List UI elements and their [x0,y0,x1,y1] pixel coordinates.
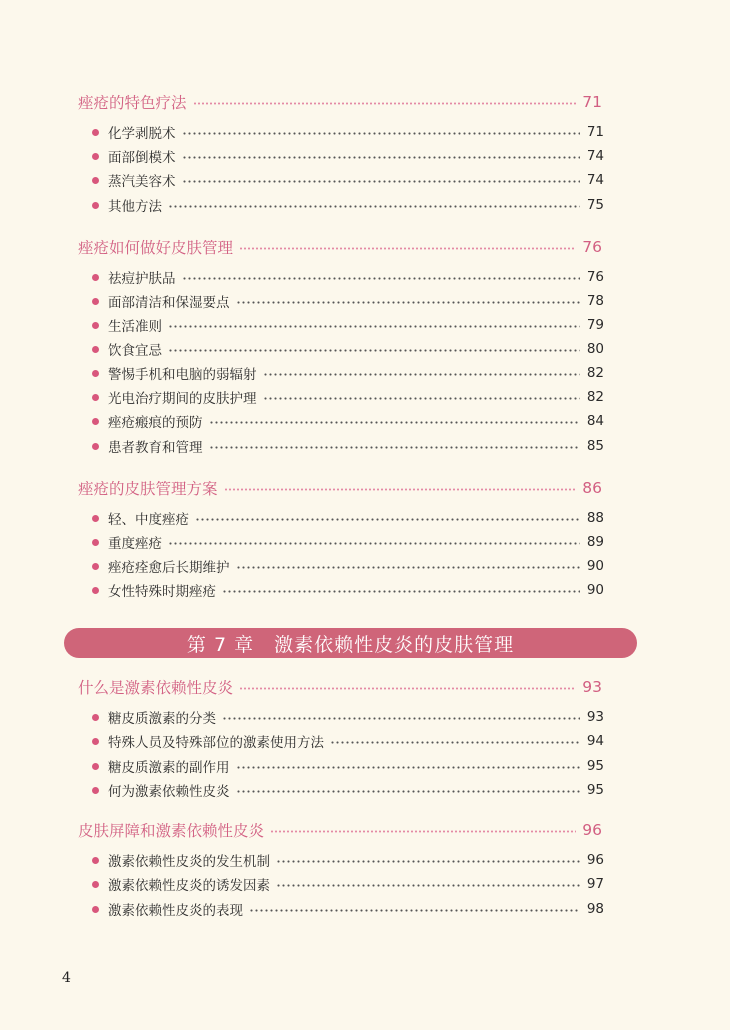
toc-item-entry[interactable] [92,435,604,457]
dot-leader [168,542,580,545]
dot-leader [168,349,580,352]
toc-page-number: 82 [586,365,604,381]
bullet-icon [92,714,99,721]
toc-page-number: 90 [586,582,604,598]
toc-page-number: 86 [582,479,602,497]
bullet-icon [92,515,99,522]
toc-entry-title: 特殊人员及特殊部位的激素使用方法 [108,735,324,751]
toc-entry-title: 什么是激素依赖性皮炎 [78,679,234,697]
toc-entry-title: 糖皮质激素的副作用 [108,760,230,776]
bullet-icon [92,738,99,745]
bullet-icon [92,202,99,209]
dot-leader [330,741,580,744]
dot-leader [182,132,581,135]
toc-entry-title: 激素依赖性皮炎的发生机制 [108,854,270,870]
toc-item-entry[interactable] [92,555,604,577]
toc-entry-title: 警惕手机和电脑的弱辐射 [108,367,257,383]
toc-page-number: 76 [582,238,602,256]
toc-section-entry[interactable] [78,236,602,258]
bullet-icon [92,539,99,546]
toc-item-entry[interactable] [92,338,604,360]
dot-leader [263,397,581,400]
dot-leader [236,790,581,793]
toc-item-entry[interactable] [92,507,604,529]
bullet-icon [92,763,99,770]
toc-entry-title: 痤疮痊愈后长期维护 [108,560,230,576]
toc-section-entry[interactable] [78,477,602,499]
toc-entry-title: 激素依赖性皮炎的诱发因素 [108,878,270,894]
bullet-icon [92,857,99,864]
dot-leader [182,180,581,183]
bullet-icon [92,443,99,450]
toc-page-number: 97 [586,876,604,892]
toc-page-number: 71 [582,93,602,111]
bullet-icon [92,370,99,377]
toc-entry-title: 祛痘护肤品 [108,271,176,287]
dot-leader [182,156,581,159]
dot-leader [168,205,580,208]
toc-item-entry[interactable] [92,290,604,312]
toc-page-number: 80 [586,341,604,357]
bullet-icon [92,418,99,425]
toc-entry-title: 激素依赖性皮炎的表现 [108,903,243,919]
toc-section-entry[interactable] [78,819,602,841]
toc-entry-title: 生活准则 [108,319,162,335]
bullet-icon [92,298,99,305]
bullet-icon [92,177,99,184]
toc-item-entry[interactable] [92,386,604,408]
toc-page-number: 95 [586,758,604,774]
toc-entry-title: 痤疮的皮肤管理方案 [78,480,218,498]
bullet-icon [92,153,99,160]
toc-item-entry[interactable] [92,194,604,216]
bullet-icon [92,881,99,888]
dot-leader [182,277,581,280]
toc-page-number: 96 [582,821,602,839]
toc-entry-title: 化学剥脱术 [108,126,176,142]
dot-leader [236,301,581,304]
toc-page-number: 90 [586,558,604,574]
dot-leader [209,421,581,424]
toc-entry-title: 女性特殊时期痤疮 [108,584,216,600]
toc-item-entry[interactable] [92,755,604,777]
toc-page-number: 95 [586,782,604,798]
toc-page-number: 75 [586,197,604,213]
toc-entry-title: 蒸汽美容术 [108,174,176,190]
toc-page-number: 85 [586,438,604,454]
dot-leader [239,247,576,250]
dot-leader [222,590,580,593]
dot-leader [276,860,580,863]
toc-page-number: 74 [586,172,604,188]
bullet-icon [92,906,99,913]
toc-page-number: 98 [586,901,604,917]
toc-entry-title: 光电治疗期间的皮肤护理 [108,391,257,407]
toc-entry-title: 痤疮的特色疗法 [78,94,187,112]
toc-entry-title: 糖皮质激素的分类 [108,711,216,727]
toc-item-entry[interactable] [92,531,604,553]
toc-page-number: 71 [586,124,604,140]
bullet-icon [92,787,99,794]
dot-leader [193,102,577,105]
toc-entry-title: 面部清洁和保湿要点 [108,295,230,311]
toc-page-number: 79 [586,317,604,333]
toc-item-entry[interactable] [92,121,604,143]
dot-leader [249,909,580,912]
toc-item-entry[interactable] [92,730,604,752]
bullet-icon [92,563,99,570]
dot-leader [276,884,580,887]
toc-item-entry[interactable] [92,410,604,432]
toc-item-entry[interactable] [92,873,604,895]
dot-leader [270,830,576,833]
toc-item-entry[interactable] [92,779,604,801]
toc-page-number: 93 [586,709,604,725]
dot-leader [236,566,581,569]
bullet-icon [92,322,99,329]
toc-page-number: 96 [586,852,604,868]
toc-page-number: 74 [586,148,604,164]
bullet-icon [92,274,99,281]
dot-leader [222,717,580,720]
toc-section-entry[interactable] [78,91,602,113]
toc-item-entry[interactable] [92,579,604,601]
dot-leader [168,325,580,328]
bullet-icon [92,587,99,594]
toc-entry-title: 痤疮瘢痕的预防 [108,415,203,431]
toc-entry-title: 何为激素依赖性皮炎 [108,784,230,800]
toc-item-entry[interactable] [92,849,604,871]
dot-leader [224,488,577,491]
toc-entry-title: 面部倒模术 [108,150,176,166]
toc-page-number: 76 [586,269,604,285]
toc-page-number: 88 [586,510,604,526]
dot-leader [209,446,581,449]
toc-entry-title: 痤疮如何做好皮肤管理 [78,239,234,257]
dot-leader [239,687,576,690]
toc-entry-title: 其他方法 [108,199,162,215]
toc-entry-title: 重度痤疮 [108,536,162,552]
dot-leader [195,518,580,521]
toc-item-entry[interactable] [92,898,604,920]
dot-leader [263,373,581,376]
chapter-heading: 第 7 章 激素依赖性皮炎的皮肤管理 [64,628,637,658]
toc-entry-title: 饮食宜忌 [108,343,162,359]
toc-page-number: 82 [586,389,604,405]
page-number: 4 [62,970,71,986]
toc-page-number: 84 [586,413,604,429]
toc-item-entry[interactable] [92,169,604,191]
toc-item-entry[interactable] [92,314,604,336]
bullet-icon [92,129,99,136]
toc-section-entry[interactable] [78,676,602,698]
toc-page-number: 94 [586,733,604,749]
toc-entry-title: 皮肤屏障和激素依赖性皮炎 [78,822,265,840]
toc-page-number: 89 [586,534,604,550]
dot-leader [236,766,581,769]
toc-item-entry[interactable] [92,706,604,728]
toc-item-entry[interactable] [92,145,604,167]
toc-entry-title: 轻、中度痤疮 [108,512,189,528]
bullet-icon [92,346,99,353]
toc-page-number: 78 [586,293,604,309]
toc-page-number: 93 [582,678,602,696]
toc-entry-title: 患者教育和管理 [108,440,203,456]
bullet-icon [92,394,99,401]
toc-item-entry[interactable] [92,266,604,288]
toc-item-entry[interactable] [92,362,604,384]
